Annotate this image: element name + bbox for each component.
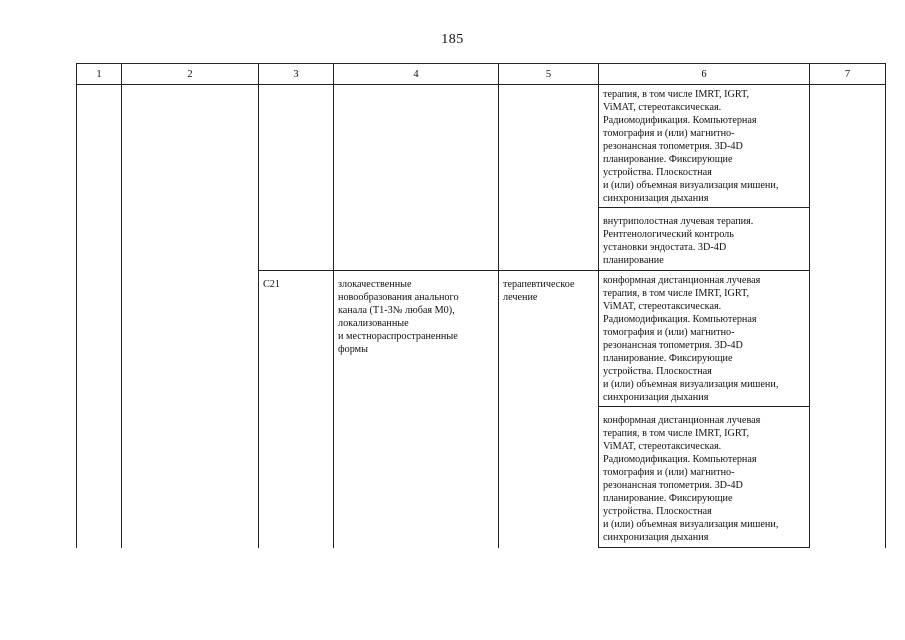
row-cell-col-1 [77, 85, 122, 548]
method-cell [599, 271, 810, 407]
icd-code: C21 [263, 279, 280, 290]
table-header-row [77, 64, 886, 85]
page-number: 185 [441, 32, 464, 47]
method-cell [599, 407, 810, 548]
method-cell [599, 208, 810, 271]
method-text: конформная дистанционная лучевая терапия, в том числе IMRT, IGRT, ViMAT, стереотаксическая. Радиомодификация. Компьютерная томография и (или) магнитно- резонансная топометрия. 3D-4D планирование. Фиксирующие устройства. Плоскостная и (или) объемная визуализация мишени, синхронизация дыхания [603, 415, 779, 543]
row-cell-col-3 [259, 85, 334, 271]
table-row [77, 85, 886, 208]
row-cell-col-4 [334, 85, 499, 271]
header-col-1: 1 [77, 64, 122, 85]
medical-care-table [76, 63, 886, 548]
method-cell [599, 85, 810, 208]
header-col-6: 6 [599, 64, 810, 85]
method-text: терапия, в том числе IMRT, IGRT, ViMAT, стереотаксическая. Радиомодификация. Компьютерная томография и (или) магнитно- резонансная топометрия. 3D-4D планирование. Фиксирующие устройства. Плоскостная и (или) объемная визуализация мишени, синхронизация дыхания [603, 89, 779, 204]
treatment-type-cell [499, 271, 599, 548]
treatment-type-text: терапевтическое лечение [503, 279, 575, 303]
method-text: внутриполостная лучевая терапия. Рентгенологический контроль установки эндостата. 3D-4D планирование [603, 216, 754, 266]
diagnosis-cell [334, 271, 499, 548]
icd-code-cell [259, 271, 334, 548]
row-cell-col-7 [810, 85, 886, 548]
method-text: конформная дистанционная лучевая терапия, в том числе IMRT, IGRT, ViMAT, стереотаксическая. Радиомодификация. Компьютерная томография и (или) магнитно- резонансная топометрия. 3D-4D планирование. Фиксирующие устройства. Плоскостная и (или) объемная визуализация мишени, синхронизация дыхания [603, 275, 779, 403]
header-col-3: 3 [259, 64, 334, 85]
row-cell-col-5 [499, 85, 599, 271]
diagnosis-text: злокачественные новообразования анального канала (T1-3№ любая M0), локализованные и местнораспространенные формы [338, 279, 459, 355]
header-col-7: 7 [810, 64, 886, 85]
header-col-2: 2 [122, 64, 259, 85]
header-col-5: 5 [499, 64, 599, 85]
header-col-4: 4 [334, 64, 499, 85]
row-cell-col-2 [122, 85, 259, 548]
